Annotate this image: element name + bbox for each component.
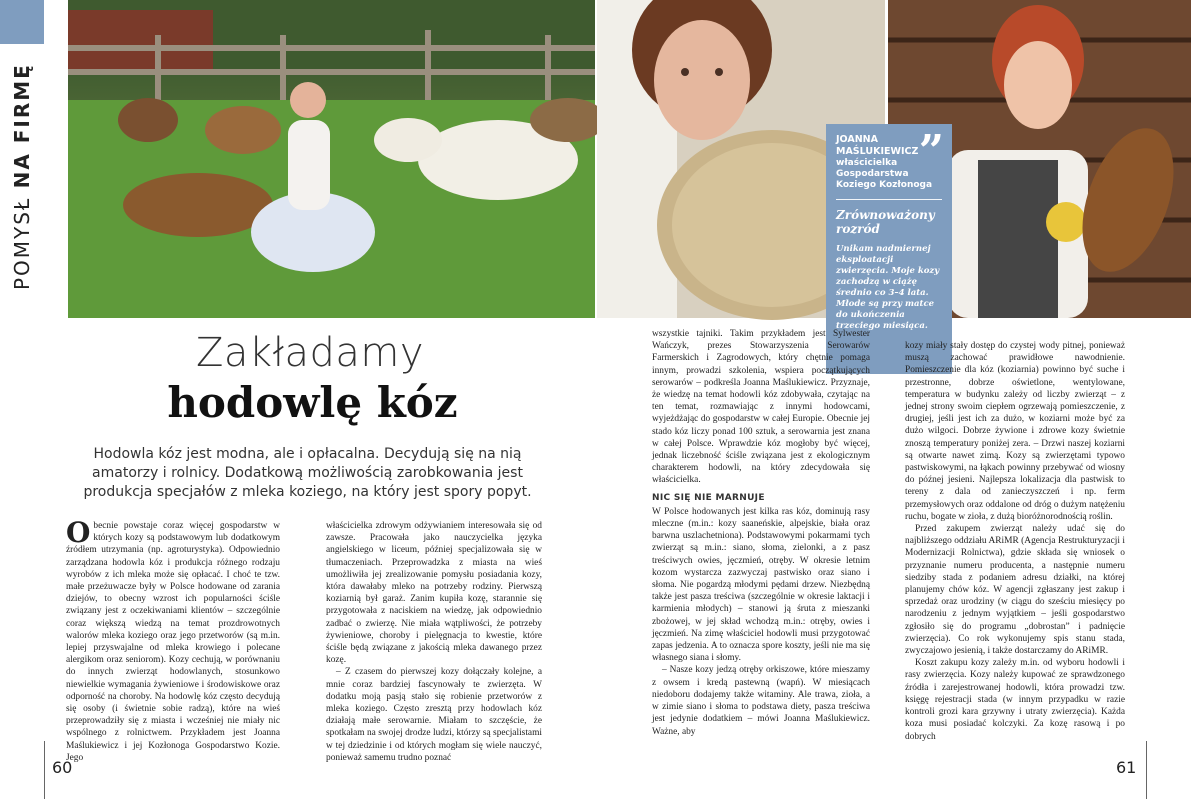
apron-badge: [1046, 202, 1086, 242]
col3-paragraph-1: wszystkie tajniki. Takim przykładem jest Sylwester Wańczyk, prezes Stowarzyszenia Serowarów Farmerskich i Zagrodowych, który chętnie pomaga innym, prowadzi szkolenia, wspiera początkujących serowarów – podkreśla Joanna Maślukiewicz. Przyznaje, że wiedzę na temat hodowli kóz zdobywała, czytając na ten temat, rozmawiając z innymi hodowcami, wyjeżdżając do gospodarstw w całej Europie. Obecnie jej stado kóz liczy ponad 100 sztuk, a serowarnia jest znana w całej Polsce. Wprawdzie kóz mogłoby być więcej, jednak liczebność ściśle związana jest z ekologicznym charakterem hodowli, na który zdecydowała się właścicielka.: [652, 329, 870, 486]
brown-goat-middle: [205, 106, 281, 154]
col1-paragraph-1: becnie powstaje coraz więcej gospodarstw w których kozy są podstawowym lub dodatkowym źródłem utrzymania (np. agroturystyka). Odpowiednio zarządzana hodowla kóz i produkcja różnego rodzaju wyrobów z ich mleka może się opłacać. I choć te tzw. małe przeżuwacze były w Polsce hodowane od zarania dziejów, to obecny wzrost ich popularności ściśle związany jest z oczekiwaniami klientów – szczególnie coraz większą wiedzą na temat prozdrowotnych walorów mleka koziego oraz jego przetworów (są m.in. lepiej przyswajalne od mleka krowiego i polecane alergikom oraz seniorom). Kozy cechują, w porównaniu do innych zwierząt hodowlanych, stosunkowo niewielkie wymagania żywieniowe i środowiskowe oraz odporność na choroby. Na hodowlę kóz często decydują się osoby (i świetnie sobie radzą), które na wieś przeprowadziły się z miasta i wcześniej nie miały nic wspólnego z rolnictwem. Przykładem jest Joanna Maślukiewicz i jej Kozłonoga Gospodarstwo Kozie. Jego: [66, 521, 280, 763]
section-label-light: POMYSŁ: [10, 196, 34, 290]
headline-line-1: Zakładamy: [196, 330, 424, 376]
lead-paragraph: Hodowla kóz jest modna, ale i opłacalna. Decydują się na nią amatorzy i rolnicy. Dodatkową możliwością zarobkowania jest produkcja specjałów z mleka koziego, na który jest spory popyt.: [83, 446, 532, 500]
section-accent-block: [0, 0, 44, 44]
page-number-left: 60: [52, 758, 73, 777]
goat-right: [530, 98, 606, 142]
woman-white-shirt: [288, 120, 330, 210]
quote-divider: [836, 199, 942, 200]
apron: [978, 160, 1058, 318]
col2-paragraph-1: właścicielka zdrowym odżywianiem interesowała się od zawsze. Pracowała jako nauczycielka języka angielskiego w liceum, później specjalizowała się w tłumaczeniach. Przeprowadzka z miasta na wieś umożliwiła jej zrealizowanie pomysłu posiadania kozy, która dawałaby mleko na potrzeby rodziny. Pierwszą koziarnią był garaż. Zanim kupiła kozę, starannie się przygotowała z naciskiem na wiedzę, jak odpowiednio zadbać o zwierzę. Nie miała wątpliwości, że potrzeby żywieniowe, choroby i pielęgnacja to kwestie, które ściśle będą związane z jakością mleka dawanego przez kozę.: [326, 521, 542, 666]
section-label: [2, 50, 42, 290]
woman-head: [290, 82, 326, 118]
goats-illustration: [68, 0, 595, 318]
quote-title: Zrównoważony rozród: [836, 208, 935, 236]
col3-paragraph-3: – Nasze kozy jedzą otręby orkiszowe, które mieszamy z owsem i kredą pastewną (wapń). W miesiącach niedoboru dodajemy także witaminy. Ale trawa, zioła, a w zimie siano i słoma to podstawa diety, pasza treściwa jest jedynie dodatkiem – mówi Joanna Maślukiewicz. Ważne, aby: [652, 665, 870, 737]
section-label-bold: NA FIRMĘ: [10, 63, 34, 189]
subheading: NIC SIĘ NIE MARNUJE: [652, 492, 765, 503]
col4-paragraph-1: kozy miały stały dostęp do czystej wody pitnej, ponieważ muszą zachować prawidłowe nawodnienie. Pomieszczenie dla kóz (koziarnia) powinno być suche i przestronne, dobrze oświetlone, wentylowane, temperatura w budynku zależy od liczby zwierząt – z jednej strony swoim ciepłem ogrzewają pomieszczenie, z drugiej, jeśli jest ich za dużo, w koziarni może być za dużo wilgoci. Dobrze żywione i zdrowe kozy świetnie znoszą temperatury poniżej zera. – Drzwi naszej koziarni są otwarte nawet zimą. Kozy są zwierzętami typowo pastwiskowymi, na łąkach powinny przebywać od wiosny do późnej jesieni. Najlepsza lokalizacja dla pastwisk to tereny z dala od zanieczyszczeń i np. ferm przemysłowych oraz oddalone od dróg o dużym natężeniu ruchu, bogate w zioła, z dużą bioróżnorodnością roślin.: [905, 341, 1125, 522]
body-column-3: [652, 328, 870, 738]
body-column-4: [905, 340, 1125, 740]
brown-goat-back: [118, 98, 178, 142]
col3-paragraph-2: W Polsce hodowanych jest kilka ras kóz, dominują rasy mleczne (m.in.: kozy saaneńskie, alpejskie, biała oraz barwna uszlachetniona). Podstawowymi pokarmami tych zwierząt są m.in.: siano, słoma, zielonki, a z pasz treściwych owies, jęczmień, otręby. W okresie letnim kozom wystarcza zazwyczaj pastwisko oraz siano i słoma. Nie pogardzą młodymi pędami drzew. Niezbędną także jest pasza treściwa (szczególnie w okresie laktacji i karmienia młodych) – stanowi ją śruta z mieszanki zbożowej, w jej skład wchodzą m.in.: otręby, owies i jęczmień. Na zimę właściciel hodowli musi przygotować zapas jedzenia. A to oznacza spore koszty, jeśli nie ma się własnego siana i słomy.: [652, 506, 870, 664]
smiling-face: [1004, 41, 1072, 129]
quote-text: Unikam nadmiernej eksploatacji zwierzęcia. Moje kozy zachodzą w ciążę średnio co 3–4 lata. Młode są przy matce do ukończenia trzeciego miesiąca.: [836, 244, 940, 331]
white-goat-head: [374, 118, 442, 162]
barn: [68, 10, 213, 70]
page-number-right: 61: [1116, 758, 1137, 777]
col2-paragraph-2: – Z czasem do pierwszej kozy dołączały kolejne, a mnie coraz bardziej fascynowały te zwierzęta. W dodatku moją pasją stało się robienie przetworów z mleka koziego. Często zresztą przy hodowlach kóz działają małe serowarnie. Miałam to szczęście, że spotkałam na swojej drodze ludzi, którzy są specjalistami w tej dziedzinie i od których mogłam się wiele nauczyć, ponieważ samemu trudno poznać: [326, 667, 542, 763]
brown-goat-front: [123, 173, 273, 237]
quote-mark-icon: ”: [918, 126, 944, 177]
page-rule-right: [1146, 741, 1147, 799]
right-eye: [715, 68, 723, 76]
dropcap: O: [66, 516, 91, 549]
col4-paragraph-2: Przed zakupem zwierząt należy udać się do najbliższego oddziału ARiMR (Agencja Restrukturyzacji i Modernizacji Rolnictwa), gdzie składa się wniosek o przyznanie numeru producenta, a następnie numeru siedziby stada z podaniem adresu działki, na której planujemy chów kóz. W agencji zgłaszany jest zakup i sprzedaż oraz urodziny (w ciągu do sześciu miesięcy po narodzeniu z jednym wyjątkiem – jeśli gospodarstwo zgłosiło się do programu „dobrostan” i padnięcie zwierzęcia). Co rok wykonujemy spis stanu stada, zwyczajowo jesienią, i także dostarczamy do ARiMR.: [905, 524, 1125, 657]
body-column-1: [66, 516, 280, 763]
body-column-2: [326, 520, 542, 763]
face: [654, 20, 750, 140]
quote-person-name: JOANNA MAŚLUKIEWICZ: [836, 134, 919, 157]
headline-line-2: hodowlę kóz: [167, 378, 458, 427]
goats-photo: [68, 0, 595, 318]
left-eye: [681, 68, 689, 76]
quote-person-role: właścicielka Gospodarstwa Koziego Kozłonoga: [836, 158, 933, 190]
col4-paragraph-3: Koszt zakupu kozy zależy m.in. od wyboru hodowli i rasy zwierzęcia. Kozy należy kupować ze sprawdzonego źródła i zarejestrowanej hodowli, która prowadzi tzw. księgę rejestracji stada (w innym przypadku w razie kontroli grozi kara grzywny i utraty zwierzęcia). Każda koza musi posiadać kolczyki. Za kozę rasową i po dobrych: [905, 658, 1125, 742]
page-rule-left: [44, 741, 45, 799]
